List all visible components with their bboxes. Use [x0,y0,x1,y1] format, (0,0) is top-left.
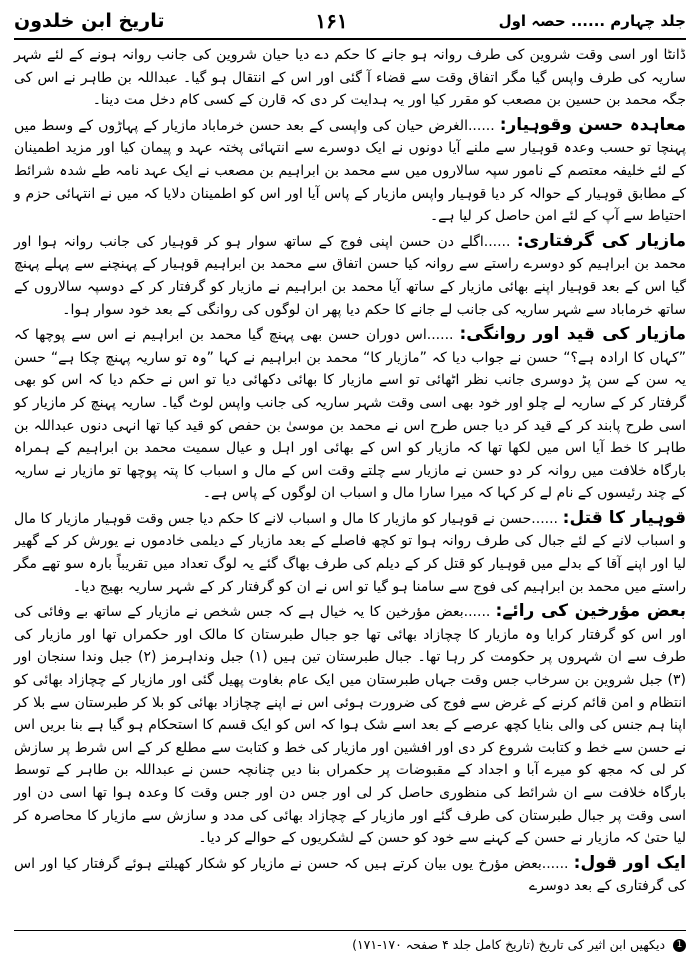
paragraph [14,507,686,598]
page-body [14,44,686,900]
paragraph [14,600,686,850]
page-number: ۱۶۱ [315,9,348,33]
paragraph [14,852,686,898]
section-heading: معاہدہ حسن وقوہیار: [499,114,686,135]
volume-label: جلد چہارم ...... حصہ اول [498,12,686,30]
paragraph-text: ......اگلے دن حسن اپنی فوج کے ساتھ سوار ہو کر قوہیار کی جانب روانہ ہوا اور محمد بن ابراہیم کو دوسرے راستے سے روانہ کیا حسن اتفاق سے محمد بن ابراہیم قوہیار کے پہنچنے سے پہلے پہنچ گیا اس کے بعد قوہیار اپنے بھائی مازیار کے ساتھ آیا محمد بن ابراہیم نے مازیار کو گرفتار کر کے دوسپہ سالاروں کے ساتھ خرماباد سے شہر ساریہ کی جانب لے جانے کا حکم دیا پھر ان لوگوں کی روانگی کے بعد خود سوار ہوا۔ [14,233,686,318]
section-heading: بعض مؤرخین کی رائے: [495,601,687,622]
book-title: تاریخ ابن خلدون [14,10,165,32]
paragraph [14,323,686,505]
paragraph [14,230,686,321]
footnote-text: دیکھیں ابن اثیر کی تاریخ (تاریخ کامل جلد ۴ صفحہ ۱۷۰-۱۷۱) [352,937,666,952]
paragraph-text: ڈانٹا اور اسی وقت شروین کی طرف روانہ ہو جانے کا حکم دے دیا حیان شروین کی جانب روانہ ہونے کے لئے شہر ساریہ کی طرف واپس گیا مگر اتفاق وقت سے قضاء آ گئی اور اس کے انتقال ہو گیا۔ عبداللہ بن طاہر نے اس کی جگہ محمد بن حسین بن مصعب کو مقرر کیا اور یہ ہدایت کر دی کہ قارن کے کسی کام دخل مت دینا۔ [14,47,686,109]
section-heading: مازیار کی قید اور روانگی: [459,324,687,345]
paragraph-text: ......بعض مؤرخ یوں بیان کرتے ہیں کہ حسن نے مازیار کو شکار کھیلتے ہوئے گرفتار کیا اور اس کی گرفتاری کے بعد دوسرے [14,855,686,895]
section-heading: قوہیار کا قتل: [562,507,687,528]
paragraph-text: ......اس دوران حسن بھی پہنچ گیا محمد بن ابراہیم نے اس سے پوچھا کہ ”کہاں کا ارادہ ہے؟“ حسن نے جواب دیا کہ ”مازیار کا“ محمد بن ابراہیم نے کہا ”وہ تو ساریہ پہنچ چکا ہے“ حسن یہ سن کے سن پڑ دوسری جانب نظر اٹھائی تو اسے مازیار کا بھائی دکھائی دیا تو اس نے حکم دیا کہ اس کو بھی گرفتار کر کے ساریہ لے چلو اور خود بھی اسی وقت شہر ساریہ کی جانب واپس لوٹ گیا۔ ساریہ پہنچ کر مازیار کو اسی طرح پابند کر کے قید کر دیا جس طرح اس نے محمد بن موسیٰ بن حفص کو قید کیا تھا انہی دنوں عبداللہ بن طاہر کا خط آیا اس میں لکھا تھا کہ مازیار کو اس کے بھائی اور اہل و عیال سمیت محمد بن ابراہیم کے ہمراہ بارگاہ خلافت میں روانہ کر دو حسن نے مازیار سے چلتے وقت اس کے مال و اسباب کا پتہ پوچھا تو مازیار نے ساریہ کے چند رئیسوں کے نام لے کر کہا کہ میرا سارا مال و اسباب ان لوگوں کے پاس ہے۔ [14,327,686,502]
paragraph-text: ......بعض مؤرخین کا یہ خیال ہے کہ جس شخص نے مازیار کے ساتھ بے وفائی کی اور اس کو گرفتار کرایا وہ مازیار کا چچازاد بھائی تھا جو جبال طبرستان کا مالک اور حکمراں تھا اور مازیار کی طرف سے ان شہروں پر حکومت کر رہا تھا۔ جبال طبرستان تین ہیں (۱) جبل ونداہرمز (۲) جبل وندا سنجان اور (۳) جبل شروین بن سرخاب جس وقت جہاں طبرستان میں ایک عام بغاوت پھیل گئی اور مازیار کے چچازاد بھائی کو انتظام و امن قائم کرنے کے غرض سے فوج کی ضرورت ہوئی اس نے اپنے چچازاد بھائی کو بلا کر طبرستان سے بلا کر اپنا ہم جنس کی والی بنایا کچھ عرصے کے بعد اسے شک ہوا کہ اس کو ایک قسم کا استحکام ہو گیا ہے بنا بریں اس نے حسن سے خط و کتابت شروع کر دی اور افشین اور مازیار کی خط و کتابت سے مطلع کر کے اس شرط پر سازش کر لی کہ مجھ کو میرے آبا و اجداد کے مقبوضات پر حکمراں بنا دیں چنانچہ حسن نے عبداللہ بن طاہر کے توسط بارگاہ خلافت سے ان شرائط کی منظوری حاصل کر لی اور جس دن اور جس وقت کا وعدہ ہوا تھا اسی دن اور اسی وقت پر جبال طبرستان کی طرف گئے اور مازیار کے چچازاد بھائی کی مدد و سازش سے مازیار کا محاصرہ کر لیا حتیٰ کہ مازیار نے حسن کے کہنے سے خود کو حسن کے لشکریوں کے حوالے کر دیا۔ [14,604,686,847]
paragraph-text: ......حسن نے قوہیار کو مازیار کا مال و اسباب لانے کا حکم دیا جس وقت قوہیار مازیار کا مال و اسباب لانے کے لئے جبال کی طرف روانہ ہوا تو کچھ فاصلے کے بعد مازیار کے دیلمی خادموں نے یورش کر کے گھیر لیا اور اپنے آقا کے بدلے میں قوہیار کو قتل کر کے دیلم کی طرف بھاگ گئے یہ لوگ تعداد میں تقریباً بارہ سو تھے مگر راستے میں محمد بن ابراہیم کی فوج سے سامنا ہو گیا تو اس نے ان کو گرفتار کر کے شہر ساریہ بھیج دیا۔ [14,510,686,595]
paragraph [14,114,686,228]
paragraph-text: ......الغرض حیان کی واپسی کے بعد حسن خرماباد مازیار کے پہاڑوں کے وسط میں پہنچا تو حسب وعدہ قوہیار سے ملنے آیا دونوں نے ایک دوسرے سے انتہائی پختہ عہد و پیمان کیا اور مزید اطمینان کے لئے خلیفہ معتصم کے نامور سپہ سالاروں میں سے محمد بن ابراہیم بن مصعب نے ایک عہد نامہ طے شدہ شرائط کے مطابق قوہیار کے حوالہ کر دیا قوہیار واپس مازیار کے پاس آیا اور اس کو اطمینان دلایا کہ میں نے انتہائی حزم و احتیاط سے آپ کے لئے امن حاصل کر لیا ہے۔ [14,117,686,225]
footnote [14,930,686,952]
paragraph [14,44,686,112]
section-heading: ایک اور قول: [573,852,686,873]
section-heading: مازیار کی گرفتاری: [516,230,686,251]
page-header [14,4,686,40]
footnote-marker: 1 [673,939,686,952]
